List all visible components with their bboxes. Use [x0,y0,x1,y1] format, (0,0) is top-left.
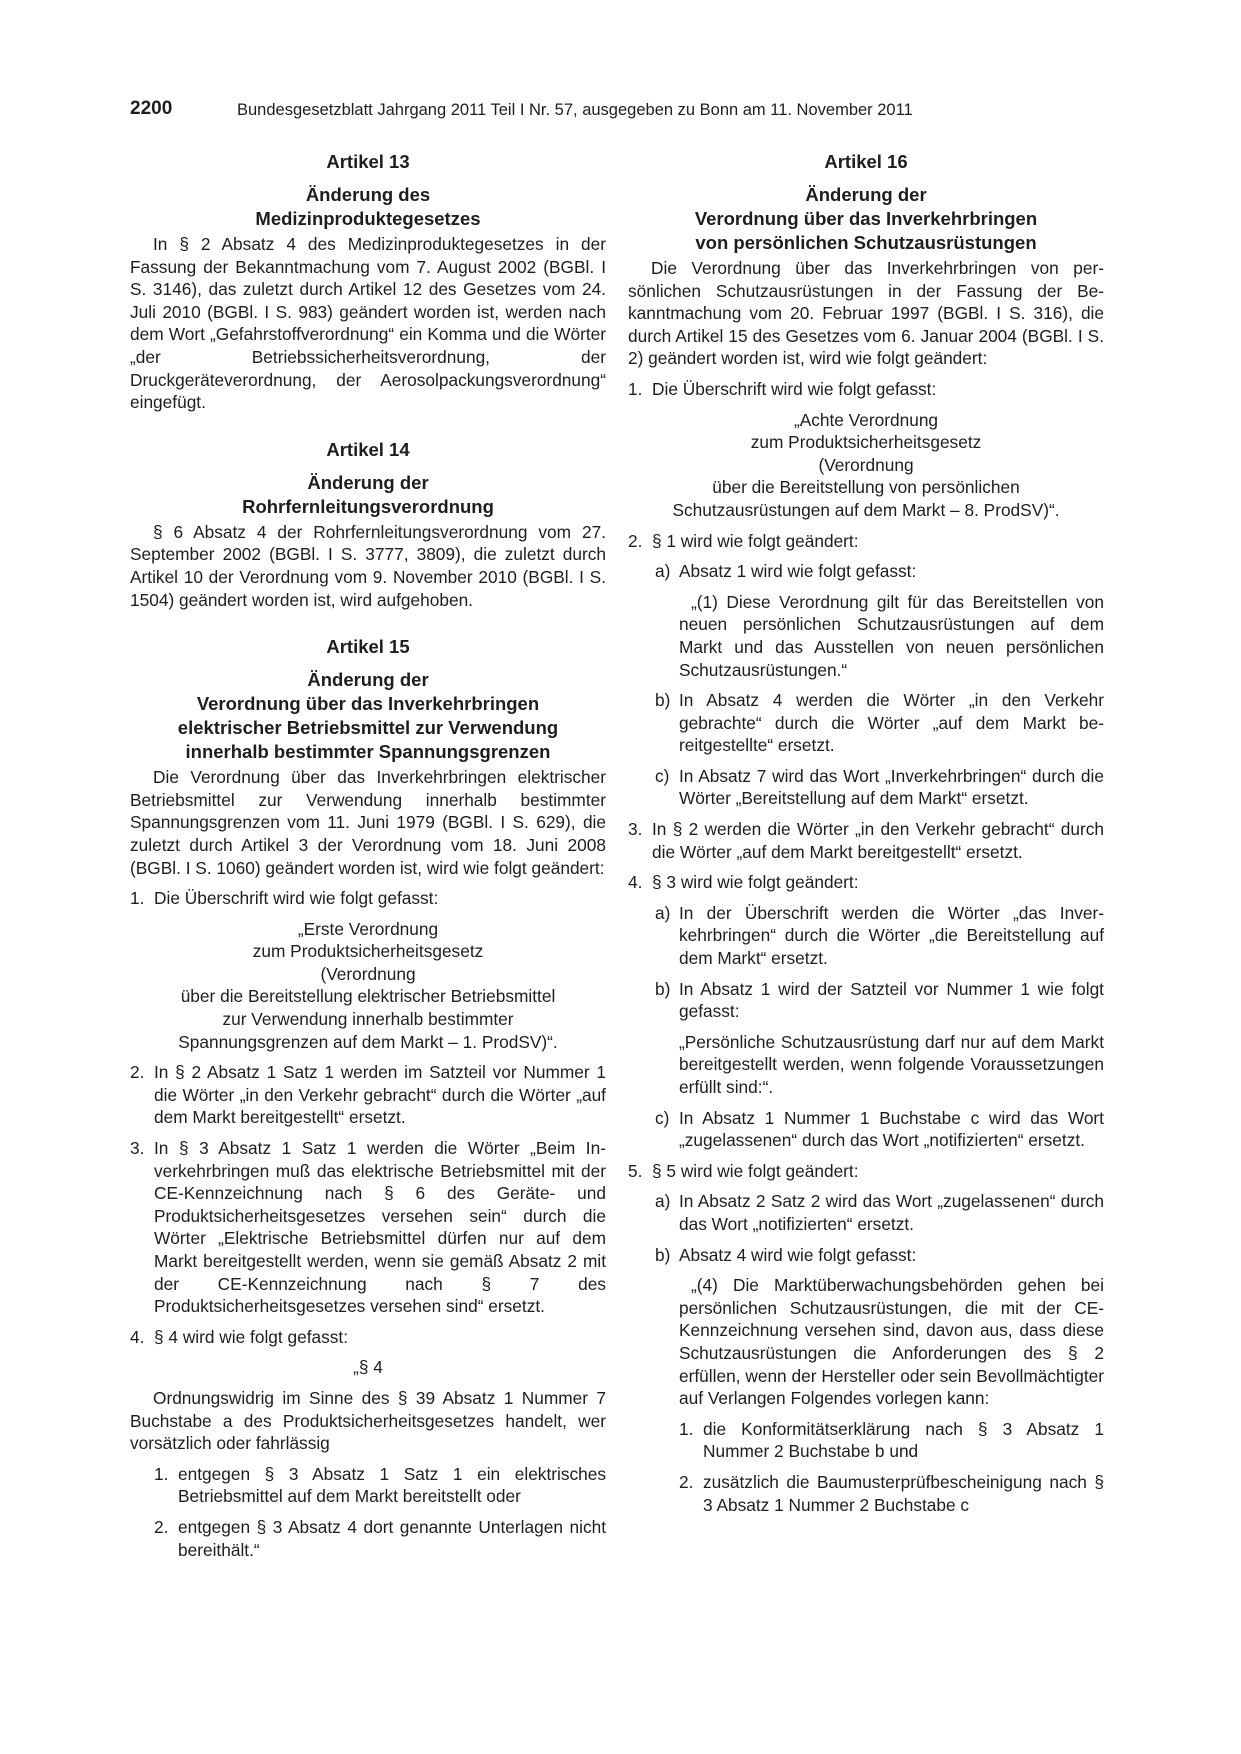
item-number: 2. [679,1471,694,1492]
quoted-title-line: über die Bereitstellung elektrischer Betriebsmittel [180,986,556,1007]
article-15 [130,635,606,1561]
item-text: entgegen § 3 Absatz 4 dort genannte Unterlagen nicht bereithält.“ [178,1516,606,1560]
article-14-title: Artikel 14 [326,438,410,460]
sub-item [628,978,1104,1023]
sub-item [628,560,1104,583]
article-14 [130,438,606,611]
quoted-title-line: Schutzausrüstungen auf dem Markt – 8. ProdSV)“. [672,499,1060,520]
item-number: 1. [154,1463,169,1484]
article-13-subtitle-line: Änderung des [305,184,431,205]
list-item [628,378,1104,401]
sub-item-text: Absatz 1 wird wie folgt gefasst: [679,561,917,582]
article-16-title: Artikel 16 [824,151,908,172]
list-item [628,530,1104,553]
item-text: entgegen § 3 Absatz 1 Satz 1 ein elektrisches Betriebsmittel auf dem Markt bereitstellt oder [178,1463,606,1507]
sub-item-letter: c) [655,1107,670,1128]
item-text: § 1 wird wie folgt geändert: [652,530,859,551]
article-13-title: Artikel 13 [326,151,410,172]
sub-item-text: In Absatz 1 wird der Satzteil vor Nummer 1 wie folgt gefasst: [679,978,1104,1022]
list-item [130,1137,606,1318]
article-16-subtitle [628,183,1104,255]
article-15-subtitle [130,668,606,764]
sub-item [628,1107,1104,1152]
list-item [628,1418,1104,1463]
sub-item [628,765,1104,810]
list-item [628,818,1104,863]
quoted-title-line: zum Produktsicherheitsgesetz [750,432,982,453]
sub-item-text: Absatz 4 wird wie folgt gefasst: [679,1244,917,1265]
article-13-subtitle-line: Medizinproduktegesetzes [255,208,481,229]
item-number: 2. [628,530,643,551]
article-14-subtitle [130,471,606,519]
sub-item-text: In der Überschrift werden die Wörter „das Inverkehrbringen“ durch die Wörter „die Bereitstellung auf dem Markt“ ersetzt. [679,902,1104,969]
sub-item-letter: b) [655,1244,671,1265]
article-15-subtitle-line: elektrischer Betriebsmittel zur Verwendung [177,717,559,739]
quoted-title-line: zur Verwendung innerhalb bestimmter [222,1009,514,1030]
sub-item-letter: a) [655,561,671,582]
quoted-title-line: (Verordnung [818,454,914,475]
sub-item-letter: a) [655,1191,671,1212]
article-15-subtitle-line: Verordnung über das Inverkehrbringen [196,693,540,715]
sub-item [628,902,1104,970]
item-text: die Konformitätserklärung nach § 3 Absatz 1 Nummer 2 Buchstabe b und [703,1418,1104,1462]
article-16-subtitle-line: von persönlichen Schutzausrüstungen [695,232,1037,253]
quoted-section-heading: „§ 4 [353,1357,383,1378]
article-15-subtitle-line: innerhalb bestimmter Spannungsgrenzen [185,741,551,763]
article-16 [628,150,1104,1516]
quoted-title-line: zum Produktsicherheitsgesetz [252,941,484,962]
item-number: 4. [130,1326,145,1347]
quoted-title-line: Spannungsgrenzen auf dem Markt – 1. ProdSV)“. [178,1031,558,1052]
item-text: zusätzlich die Baumusterprüfbescheinigung nach § 3 Absatz 1 Nummer 2 Buchstabe c [703,1471,1104,1515]
sub-item-letter: b) [655,690,671,711]
sub-item-text: In Absatz 1 Nummer 1 Buchstabe c wird das Wort „zugelassenen“ durch das Wort „notifizierten“ ersetzt. [679,1107,1104,1151]
article-16-subtitle-line: Verordnung über das Inverkehrbringen [694,208,1038,229]
list-item [130,1061,606,1129]
sub-item [628,1244,1104,1267]
item-text: In § 3 Absatz 1 Satz 1 werden die Wörter „Beim Inverkehrbringen muß das elektrische Betriebsmittel mit der CE-Kennzeichnung nach § 6 des Geräte- und Produktsicherheitsgesetzes versehen sein“ durch die Wörter „Elektrische Betriebsmittel dürfen nur auf dem Markt bereitgestellt werden, wenn sie gemäß Absatz 2 mit der CE-Kennzeichnung nach § 7 des Produktsicherheitsgesetzes versehen sind“ ersetzt. [154,1138,606,1317]
article-13-subtitle [130,183,606,231]
article-14-text: § 6 Absatz 4 der Rohrfernleitungsverordnung vom 27. September 2002 (BGBl. I S. 3777, 3809), die zuletzt durch Artikel 10 der Verordnung vom 9. November 2010 (BGBl. I S. 1504) geändert worden ist, wird aufgehoben. [130,521,606,610]
sub-item-text: In Absatz 4 werden die Wörter „in den Verkehr gebrachte“ durch die Wörter „auf dem Markt bereitgestellte“ ersetzt. [679,690,1104,756]
article-15-title: Artikel 15 [326,636,410,658]
sub-item-text: In Absatz 7 wird das Wort „Inverkehrbringen“ durch die Wörter „Bereitstellung auf dem Markt“ ersetzt. [679,765,1104,809]
sub-item-letter: a) [655,902,671,923]
item-text: § 3 wird wie folgt geändert: [652,872,859,893]
article-14-subtitle-line: Änderung der [307,471,429,493]
item-number: 3. [130,1138,145,1159]
list-item [130,1326,606,1349]
quoted-title [130,918,606,1054]
quoted-paragraph: „(4) Die Marktüberwachungsbehörden gehen bei persönlichen Schutzausrüstungen, die mit der CE-Kennzeichnung versehen sind, davon aus, dass diese Schutzausrüstungen die Anforderungen des § 2 erfüllen, wenn der Hersteller oder sein Bevollmächtigter auf Verlangen Folgendes vorlegen kann: [679,1275,1104,1409]
left-column [130,150,606,1561]
list-item [628,1471,1104,1516]
running-title: Bundesgesetzblatt Jahrgang 2011 Teil I Nr. 57, ausgegeben zu Bonn am 11. November 2011 [237,101,913,119]
item-text: In § 2 Absatz 1 Satz 1 werden im Satzteil vor Nummer 1 die Wörter „in den Verkehr gebracht“ durch die Wörter „auf dem Markt bereitgestellt“ ersetzt. [154,1062,606,1128]
item-number: 4. [628,872,643,893]
page-number: 2200 [130,98,173,119]
list-item [130,1516,606,1561]
item-text: Die Überschrift wird wie folgt gefasst: [652,378,937,399]
quoted-title-line: über die Bereitstellung von persönlichen [712,477,1020,498]
quoted-paragraph: „(1) Diese Verordnung gilt für das Bereitstellen von neuen persönlichen Schutzausrüstungen auf dem Markt und das Ausstellen von neuen persönlichen Schutzausrüstungen.“ [679,591,1104,680]
quoted-title-line: (Verordnung [320,963,416,984]
right-column [628,150,1104,1516]
item-text: § 5 wird wie folgt geändert: [652,1160,859,1181]
item-number: 2. [154,1516,169,1537]
page-header [130,98,997,124]
sub-item [628,1190,1104,1235]
item-number: 3. [628,819,643,840]
sub-item-letter: c) [655,765,670,786]
article-15-subtitle-line: Änderung der [307,669,429,691]
quoted-title [628,409,1104,522]
item-text: § 4 wird wie folgt gefasst: [154,1326,349,1347]
item-number: 2. [130,1062,145,1083]
item-number: 1. [130,888,145,909]
quoted-paragraph: Ordnungswidrig im Sinne des § 39 Absatz 1 Nummer 7 Buchstabe a des Produktsicherheitsgesetzes handelt, wer vorsätzlich oder fahrlässig [130,1387,606,1454]
quoted-paragraph: „Persönliche Schutzausrüstung darf nur auf dem Markt bereitgestellt werden, wenn folgende Voraussetzungen erfüllt sind:“. [679,1031,1104,1097]
article-14-subtitle-line: Rohrfernleitungsverordnung [242,495,494,517]
item-text: Die Überschrift wird wie folgt gefasst: [154,888,439,909]
article-16-intro: Die Verordnung über das Inverkehrbringen von persönlichen Schutzausrüstungen in der Fassung der Bekanntmachung vom 20. Februar 1997 (BGBl. I S. 316), die durch Artikel 15 des Gesetzes vom 6. Januar 2004 (BGBl. I S. 2) geändert worden ist, wird wie folgt geändert: [628,258,1104,369]
article-13-text: In § 2 Absatz 4 des Medizinproduktegesetzes in der Fassung der Bekanntmachung vom 7. August 2002 (BGBl. I S. 3146), das zuletzt durch Artikel 12 des Gesetzes vom 24. Juli 2010 (BGBl. I S. 983) geändert worden ist, werden nach dem Wort „Gefahrstoffverordnung“ ein Komma und die Wörter „der Betriebssicherheitsverordnung, der Druckgeräteverordnung, der Aerosolpackungsverordnung“ eingefügt. [130,234,606,413]
article-15-intro: Die Verordnung über das Inverkehrbringen elektrischer Betriebsmittel zur Verwendung innerhalb bestimmter Spannungsgrenzen vom 11. Juni 1979 (BGBl. I S. 629), die zuletzt durch Artikel 3 der Verordnung vom 18. Juni 2008 (BGBl. I S. 1060) geändert worden ist, wird wie folgt geändert: [130,767,606,878]
quoted-title-line: „Achte Verordnung [793,409,939,430]
article-13 [130,150,606,414]
article-16-subtitle-line: Änderung der [805,184,927,205]
list-item [628,1160,1104,1183]
quoted-title-line: „Erste Verordnung [297,918,439,939]
item-text: In § 2 werden die Wörter „in den Verkehr gebracht“ durch die Wörter „auf dem Markt bereitgestellt“ ersetzt. [652,819,1104,862]
sub-item [628,689,1104,757]
item-number: 1. [628,378,643,399]
list-item [130,1463,606,1508]
list-item [130,887,606,910]
item-number: 5. [628,1160,643,1181]
sub-item-text: In Absatz 2 Satz 2 wird das Wort „zugelassenen“ durch das Wort „notifizierten“ ersetzt. [679,1191,1104,1234]
list-item [628,871,1104,894]
item-number: 1. [679,1418,694,1439]
sub-item-letter: b) [655,978,671,999]
